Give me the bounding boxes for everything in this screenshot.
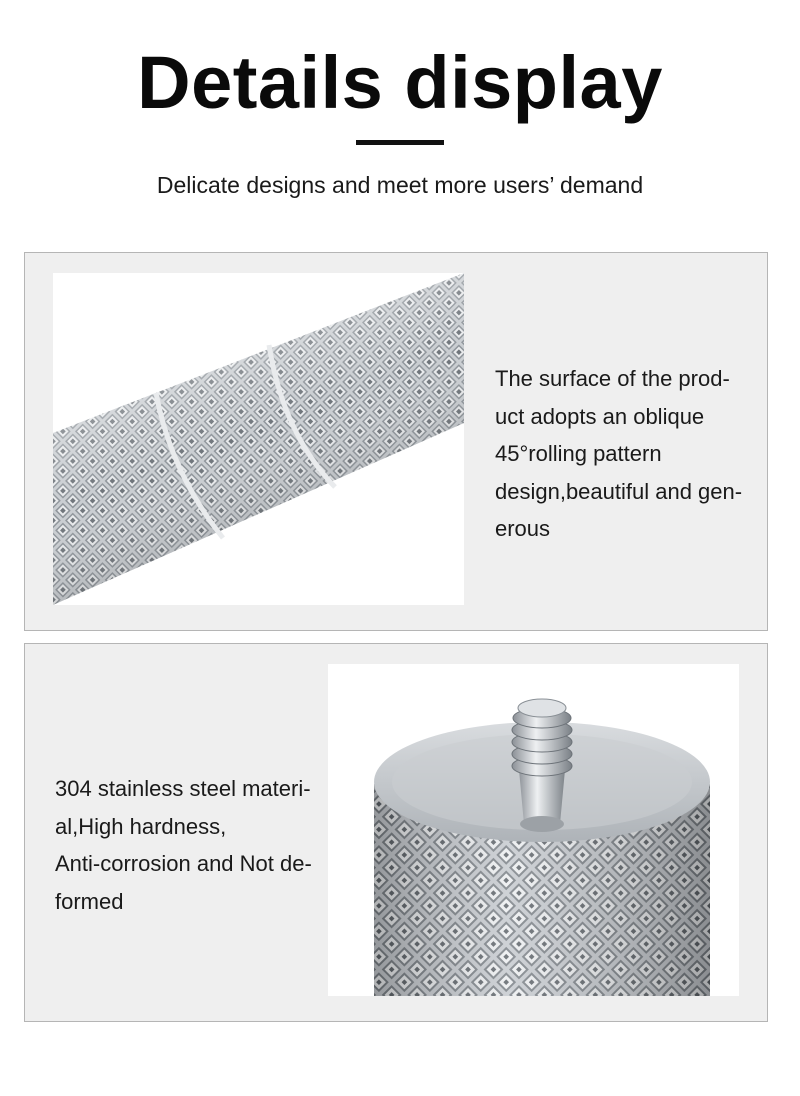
- description-line: design,beautiful and gen-: [495, 478, 743, 504]
- screw-adapter-image: [328, 664, 739, 996]
- page-subtitle: Delicate designs and meet more users’ demand: [156, 172, 644, 198]
- description-line: Anti-corrosion and Not de-: [55, 851, 312, 876]
- description-line: The surface of the prod-: [495, 366, 730, 391]
- description-line: erous: [495, 516, 551, 541]
- page-title: Details display: [137, 41, 663, 124]
- material-description: [55, 770, 335, 920]
- title-underline: [356, 140, 444, 145]
- detail-panel-material: [24, 643, 768, 1022]
- knurled-rod-image: [53, 273, 464, 605]
- description-line: al,High hardness,: [55, 813, 227, 839]
- detail-panel-knurling: [24, 252, 768, 631]
- description-line: formed: [55, 888, 124, 914]
- description-line: 304 stainless steel materi-: [55, 776, 311, 801]
- knurling-description: [495, 360, 765, 548]
- description-line: 45°rolling pattern: [495, 441, 662, 466]
- description-line: uct adopts an oblique: [495, 403, 705, 429]
